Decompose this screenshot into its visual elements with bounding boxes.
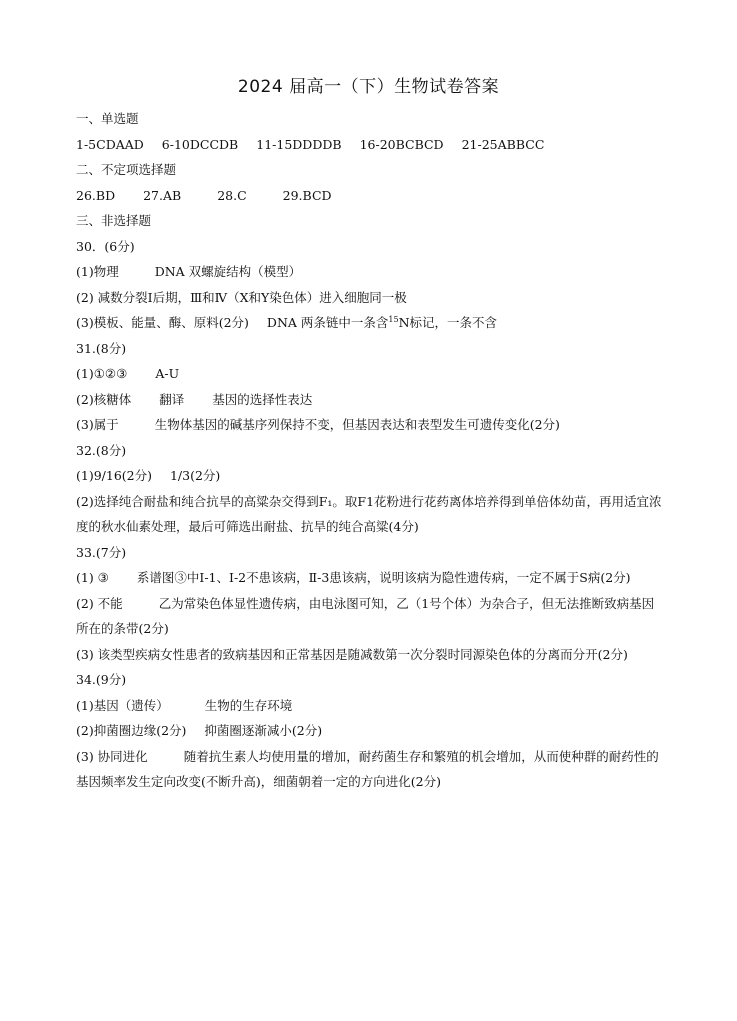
question-30-part-2: (2) 减数分裂Ⅰ后期，Ⅲ和Ⅳ（X和Y染色体）进入细胞同一极 [76,289,407,305]
single-choice-answers [76,132,666,158]
multi-choice-answers [76,183,666,209]
question-31-heading: 31.(8分) [76,340,127,356]
answer-text: (3) 协同进化 [76,748,148,764]
answer-item: 27.AB [143,187,182,203]
answer-text: 生物体基因的碱基序列保持不变，但基因表达和表型发生可遗传变化(2分) [154,417,560,432]
question-34-part-3 [76,744,666,795]
question-31-part-2 [76,387,666,413]
answer-text: (1)9/16(2分) [76,468,152,483]
answer-text: (1)①②③ [76,366,128,381]
answer-text: 乙为常染色体显性遗传病，由电泳图可知，乙（1号个体）为杂合子，但无法推断致病基因所在的条带(2分) [76,595,655,636]
question-32-part-2: (2)选择纯合耐盐和纯合抗旱的高粱杂交得到F₁。取F1花粉进行花药离体培养得到单倍体幼苗，再用适宜浓度的秋水仙素处理，最后可筛选出耐盐、抗旱的纯合高粱(4分) [76,493,662,534]
question-32-part-1 [76,463,666,489]
answer-group: 21-25ABBCC [461,136,545,152]
answer-text: (3)模板、能量、酶、原料(2分) [76,315,249,330]
answer-text: 随着抗生素人均使用量的增加，耐药菌生存和繁殖的机会增加，从而使种群的耐药性的基因频率发生定向改变(不断升高)，细菌朝着一定的方向进化(2分) [76,748,659,789]
answer-text: (1)物理 [76,264,119,279]
question-33-heading: 33.(7分) [76,544,127,560]
answer-group: 1-5CDAAD [76,136,144,152]
question-33-part-1 [76,565,666,591]
answer-text: 抑菌圈逐渐减小(2分) [204,723,323,738]
answer-content [76,106,666,795]
answer-group: 16-20BCBCD [359,136,444,152]
question-30-heading: 30．(6分) [76,238,135,254]
answer-text: (1) ③ [76,570,109,585]
question-32-heading: 32.(8分) [76,442,127,458]
question-31-part-3 [76,412,666,438]
isotope-superscript: 15 [388,314,399,324]
answer-item: 26.BD [76,187,116,203]
answer-text: DNA 双螺旋结构（模型） [154,264,302,279]
question-33-part-3: (3) 该类型疾病女性患者的致病基因和正常基因是随减数第一次分裂时同源染色体的分离而分开(2分) [76,646,628,662]
answer-text: 系谱图③中Ⅰ-1、Ⅰ-2不患该病，Ⅱ-3患该病，说明该病为隐性遗传病，一定不属于S病(2分) [136,570,631,585]
question-31-part-1 [76,361,666,387]
section-heading-single-choice: 一、单选题 [76,111,139,126]
answer-text: (1)基因（遗传） [76,697,169,713]
question-34-heading: 34.(9分) [76,672,127,687]
answer-text: A-U [155,366,180,381]
section-heading-non-choice: 三、非选择题 [76,213,152,228]
answer-text: 翻译 [159,391,185,407]
question-33-part-2 [76,591,666,642]
answer-text: (2)核糖体 [76,391,132,407]
answer-group: 11-15DDDDB [256,136,342,152]
question-34-part-1 [76,693,666,719]
question-30-part-1 [76,259,666,285]
answer-item: 28.C [217,187,247,203]
answer-text: 生物的生存环境 [204,697,293,713]
answer-text: 1/3(2分) [169,468,221,483]
answer-group: 6-10DCCDB [161,136,239,152]
answer-text: DNA 两条链中一条含 [266,315,389,330]
section-heading-multi-choice: 二、不定项选择题 [76,162,177,177]
answer-item: 29.BCD [282,187,332,203]
answer-text: (3)属于 [76,417,119,432]
answer-text: N标记，一条不含 [398,315,498,330]
answer-text: (2)抑菌圈边缘(2分) [76,723,187,738]
page-title: 2024 届高一（下）生物试卷答案 [237,77,500,97]
answer-text: 基因的选择性表达 [212,391,313,407]
question-30-part-3 [76,310,666,336]
answer-text: (2) 不能 [76,595,123,611]
question-34-part-2 [76,718,666,744]
